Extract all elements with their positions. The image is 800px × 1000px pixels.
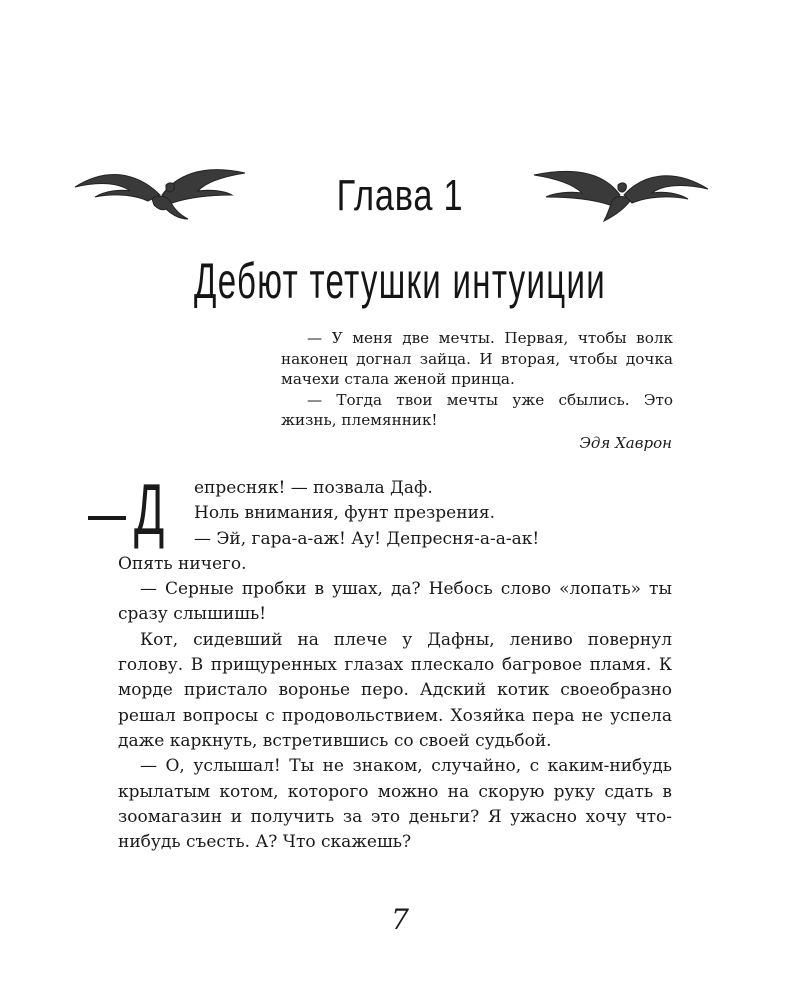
chapter-title: Дебют тетушки интуиции [194,253,606,309]
chapter-label: Глава 1 [336,171,464,220]
epigraph-line: — Тогда твои мечты уже сбылись. Это жизнь, племянник! [281,390,673,429]
paragraph: — О, услышал! Ты не знаком, случайно, с каким-нибудь крылатым котом, которого можно на скорую руку сдать в зоомагазин и получить за это деньги? Я ужасно хочу что-нибудь съесть. А? Что скажешь? [118,756,672,853]
epigraph-line: — У меня две мечты. Первая, чтобы волк наконец догнал зайца. И вторая, чтобы дочка мачехи стала женой принца. [281,329,673,388]
paragraph: Опять ничего. [118,553,247,574]
paragraph: Кот, сидевший на плече у Дафны, лениво повернул голову. В прищуренных глазах плескало багровое пламя. К морде пристало воронье перо. Адский котик своеобразно решал вопросы с продовольствием. Хозяйка пера не успела даже каркнуть, встретившись со своей судьбой. [118,629,672,751]
dropcap-letter: Д [134,470,165,550]
paragraph: Ноль внимания, фунт презрения. [194,503,496,524]
epigraph-author: Эдя Хаврон [579,434,672,452]
epigraph [281,328,673,431]
page-number: 7 [391,903,409,936]
body-text [118,476,672,855]
paragraph: епресняк! — позвала Даф. [194,478,433,498]
paragraph: — Эй, гара-а-аж! Ау! Депресня-а-а-ак! [194,528,540,549]
paragraph: — Серные пробки в ушах, да? Небось слово «лопать» ты сразу слышишь! [118,579,672,625]
